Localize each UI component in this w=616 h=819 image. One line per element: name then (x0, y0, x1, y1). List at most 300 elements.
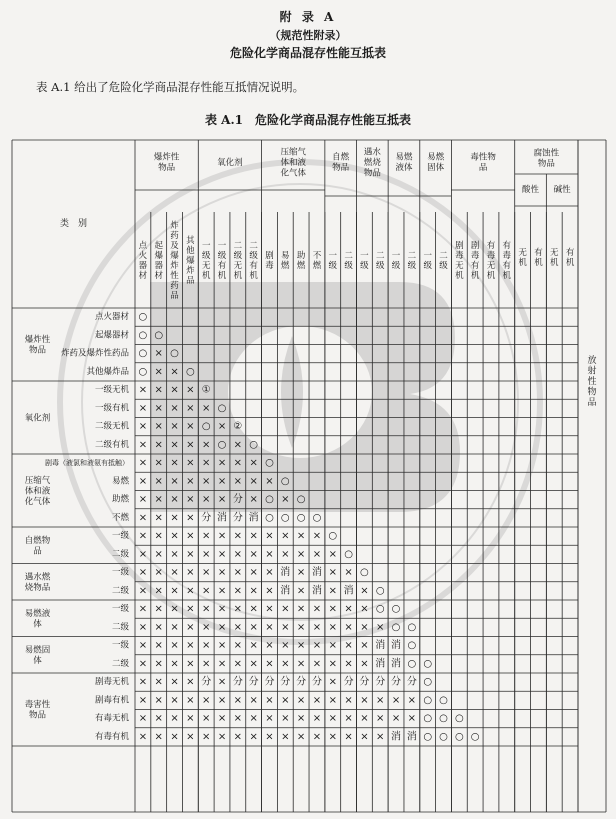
cell-mark: ○ (265, 457, 274, 469)
table-caption: 表 A.1 危险化学商品混存性能互抵表 (204, 113, 412, 127)
cell-mark: ○ (265, 494, 274, 506)
cell-mark: 分 (248, 676, 259, 688)
cell-mark: × (328, 676, 337, 688)
cell-mark: ○ (217, 439, 227, 451)
cell-mark: × (186, 384, 195, 396)
cell-mark: × (202, 731, 211, 743)
cell-mark: ○ (375, 603, 385, 615)
cell-mark: 消 (375, 640, 386, 652)
column-header-13: 二级 (344, 251, 353, 271)
cell-mark: × (138, 621, 148, 633)
cell-mark: × (233, 585, 243, 597)
column-header-5: 一级有机 (217, 241, 227, 281)
cell-mark: × (170, 731, 179, 743)
cell-mark: × (154, 457, 163, 469)
cell-mark: ○ (407, 640, 417, 652)
cell-mark: × (296, 658, 306, 670)
row-label: 二级无机 (94, 421, 129, 432)
cell-mark: × (186, 439, 195, 451)
column-header-10: 助燃 (296, 251, 306, 271)
cell-mark: 消 (280, 567, 291, 579)
cell-mark: ○ (201, 421, 211, 433)
cell-mark: × (233, 713, 243, 725)
cell-mark: × (138, 475, 148, 487)
cell-mark: × (391, 694, 401, 706)
cell-mark: × (296, 585, 306, 597)
cell-mark: × (186, 676, 195, 688)
group-header-6: 易燃固体 (427, 152, 445, 174)
cell-mark: × (328, 603, 337, 615)
cell-mark: × (154, 567, 163, 579)
section-title: 危险化学商品混存性能互抵表 (229, 46, 386, 60)
cell-mark: × (265, 567, 274, 579)
cell-mark: × (138, 676, 148, 688)
row-label: 二级 (111, 658, 129, 669)
cell-mark: × (360, 658, 369, 670)
cell-mark: × (217, 658, 227, 670)
cell-mark: × (154, 512, 163, 524)
cell-mark: ○ (312, 512, 322, 524)
row-label: 一级 (111, 604, 129, 615)
cell-mark: × (170, 384, 179, 396)
row-label: 剧毒无机 (94, 677, 129, 688)
cell-mark: ○ (360, 567, 369, 579)
cell-mark: × (360, 694, 369, 706)
cell-mark: × (154, 530, 163, 542)
cell-mark: 分 (280, 676, 291, 688)
cell-mark: ○ (138, 311, 148, 323)
cell-mark: × (217, 475, 227, 487)
cell-mark: 分 (201, 676, 212, 688)
cell-mark: × (249, 658, 258, 670)
cell-mark: × (217, 457, 227, 469)
cell-mark: × (344, 713, 353, 725)
cell-mark: × (202, 585, 211, 597)
cell-mark: ○ (170, 348, 179, 360)
row-label: 一级有机 (94, 403, 129, 414)
column-header-12: 一级 (328, 251, 338, 271)
group-header-corrosive: 腐蚀性物品 (533, 148, 560, 170)
cell-mark: × (138, 421, 148, 433)
cell-mark: ○ (265, 512, 274, 524)
cell-mark: × (344, 694, 353, 706)
cell-mark: ○ (249, 439, 259, 451)
column-header-17: 二级 (407, 251, 417, 271)
row-label: 起爆器材 (94, 330, 129, 341)
cell-mark: × (344, 658, 353, 670)
cell-mark: × (265, 694, 274, 706)
cell-mark: × (328, 585, 337, 597)
cell-mark: × (249, 585, 258, 597)
header-radioactive: 放射性物品 (587, 356, 597, 408)
group-header-0: 爆炸性物品 (153, 152, 180, 174)
cell-mark: × (154, 713, 163, 725)
cell-mark: × (281, 658, 290, 670)
cell-mark: × (328, 731, 337, 743)
cell-mark: × (154, 348, 163, 360)
cell-mark: × (154, 421, 163, 433)
cell-mark: × (186, 530, 195, 542)
row-group-label-6: 易燃固体 (24, 645, 51, 666)
column-header-2: 炸药及爆炸性药品 (170, 221, 179, 301)
cell-mark: × (217, 694, 227, 706)
cell-mark: × (170, 694, 179, 706)
cell-mark: × (407, 713, 417, 725)
cell-mark: ○ (217, 402, 227, 414)
cell-mark: × (138, 640, 148, 652)
cell-mark: × (281, 548, 290, 560)
column-header-1: 起爆器材 (154, 241, 163, 281)
cell-mark: × (249, 713, 258, 725)
row-label: 二级 (111, 549, 129, 560)
cell-mark: × (186, 694, 195, 706)
cell-mark: ○ (296, 512, 306, 524)
cell-mark: × (170, 713, 179, 725)
cell-mark: × (281, 640, 290, 652)
cell-mark: × (217, 421, 227, 433)
cell-mark: × (170, 512, 179, 524)
cell-mark: × (376, 731, 385, 743)
group-header-2: 压缩气体和液化气体 (280, 147, 306, 179)
cell-mark: × (233, 640, 243, 652)
cell-mark: × (328, 658, 337, 670)
cell-mark: × (265, 640, 274, 652)
cell-mark: ○ (280, 475, 290, 487)
cell-mark: × (233, 530, 243, 542)
row-label: 一级 (111, 567, 129, 578)
cell-mark: 分 (296, 676, 307, 688)
cell-mark: × (360, 713, 369, 725)
cell-mark: × (296, 548, 306, 560)
intro-paragraph: 表 A.1 给出了危险化学商品混存性能互抵情况说明。 (36, 80, 305, 94)
cell-mark: ○ (470, 731, 480, 743)
cell-mark: × (296, 621, 306, 633)
cell-mark: × (154, 731, 163, 743)
cell-mark: × (138, 585, 148, 597)
row-label: 二级 (111, 622, 129, 633)
cell-mark: × (360, 603, 369, 615)
cell-mark: × (249, 621, 258, 633)
cell-mark: × (296, 713, 306, 725)
cell-mark: 分 (232, 676, 243, 688)
cell-mark: × (170, 366, 179, 378)
cell-mark: 消 (391, 640, 402, 652)
row-label: 剧毒（液氯和液氨有抵触） (45, 459, 129, 468)
cell-mark: × (138, 603, 148, 615)
cell-mark: ○ (138, 366, 148, 378)
cell-mark: × (217, 585, 227, 597)
cell-mark: × (328, 621, 337, 633)
cell-mark: × (312, 694, 322, 706)
cell-mark: × (217, 621, 227, 633)
cell-mark: × (202, 694, 211, 706)
row-group-label-5: 易燃液体 (24, 608, 51, 630)
cell-mark: ○ (391, 603, 401, 615)
cell-mark: × (312, 530, 322, 542)
cell-mark: × (154, 366, 163, 378)
cell-mark: × (138, 494, 148, 506)
cell-mark: × (312, 548, 322, 560)
sub-header-1: 碱性 (553, 185, 571, 195)
cell-mark: × (186, 713, 195, 725)
cell-mark: × (170, 585, 179, 597)
cell-mark: × (154, 585, 163, 597)
cell-mark: 消 (391, 731, 402, 743)
cell-mark: × (233, 457, 243, 469)
row-label: 二级 (111, 585, 129, 596)
column-header-6: 二级无机 (233, 241, 243, 281)
column-header-24: 无机 (518, 248, 527, 268)
cell-mark: × (217, 676, 227, 688)
cell-mark: × (281, 494, 290, 506)
cell-mark: × (344, 731, 353, 743)
cell-mark: 分 (311, 676, 322, 688)
cell-mark: × (138, 567, 148, 579)
cell-mark: × (376, 621, 385, 633)
cell-mark: 分 (391, 676, 402, 688)
column-header-25: 有机 (534, 248, 543, 268)
cell-mark: × (217, 494, 227, 506)
cell-mark: × (312, 640, 322, 652)
cell-mark: × (202, 567, 211, 579)
cell-mark: × (138, 402, 148, 414)
cell-mark: × (249, 640, 258, 652)
row-group-label-0: 爆炸性物品 (24, 335, 51, 356)
cell-mark: × (138, 384, 148, 396)
cell-mark: × (186, 621, 195, 633)
cell-mark: × (296, 603, 306, 615)
cell-mark: × (233, 548, 243, 560)
row-label: 易燃 (111, 476, 129, 487)
cell-mark: × (138, 512, 148, 524)
cell-mark: ○ (439, 713, 448, 725)
cell-mark: 分 (406, 676, 417, 688)
cell-mark: × (154, 475, 163, 487)
cell-mark: × (328, 548, 337, 560)
column-header-23: 有毒有机 (502, 241, 512, 281)
cell-mark: × (202, 494, 211, 506)
cell-mark: × (233, 694, 243, 706)
cell-mark: × (296, 731, 306, 743)
cell-mark: × (154, 494, 163, 506)
cell-mark: ○ (423, 731, 433, 743)
cell-mark: × (344, 567, 353, 579)
cell-mark: × (170, 676, 179, 688)
cell-mark: × (249, 603, 258, 615)
cell-mark: × (138, 713, 148, 725)
group-header-3: 自燃物品 (332, 152, 350, 174)
cell-mark: × (217, 713, 227, 725)
cell-mark: × (186, 603, 195, 615)
cell-mark: × (186, 640, 195, 652)
cell-mark: 消 (391, 658, 402, 670)
cell-mark: × (154, 676, 163, 688)
cell-mark: × (154, 384, 163, 396)
column-header-9: 易燃 (281, 251, 290, 271)
cell-mark: × (138, 548, 148, 560)
cell-mark: × (265, 548, 274, 560)
row-group-label-1: 氧化剂 (24, 413, 51, 424)
row-group-label-7: 毒害性物品 (24, 700, 51, 721)
cell-mark: × (202, 402, 211, 414)
cell-mark: × (281, 713, 290, 725)
cell-mark: ○ (454, 731, 464, 743)
row-label: 其他爆炸品 (86, 366, 129, 377)
cell-mark: × (312, 731, 322, 743)
cell-mark: 消 (280, 585, 291, 597)
row-label: 一级 (111, 640, 129, 651)
cell-mark: × (154, 694, 163, 706)
cell-mark: × (202, 713, 211, 725)
cell-mark: 消 (375, 658, 386, 670)
cell-mark: × (138, 658, 148, 670)
cell-mark: × (296, 694, 306, 706)
cell-mark: × (138, 457, 148, 469)
group-header-1: 氧化剂 (217, 157, 243, 168)
cell-mark: × (312, 603, 322, 615)
column-header-16: 一级 (391, 251, 401, 271)
cell-mark: × (138, 439, 148, 451)
row-group-label-2: 压缩气体和液化气体 (24, 475, 51, 507)
row-label: 一级无机 (94, 385, 129, 396)
cell-mark: × (202, 439, 211, 451)
cell-mark: × (249, 457, 258, 469)
cell-mark: × (186, 731, 195, 743)
cell-mark: × (186, 548, 195, 560)
row-label: 助燃 (111, 494, 129, 505)
cell-mark: × (154, 439, 163, 451)
cell-mark: × (344, 603, 353, 615)
row-label: 有毒有机 (94, 731, 129, 742)
cell-mark: × (186, 402, 195, 414)
cell-mark: × (233, 603, 243, 615)
cell-mark: ○ (296, 494, 306, 506)
cell-mark: × (170, 640, 179, 652)
cell-mark: × (186, 567, 195, 579)
cell-mark: ○ (407, 621, 417, 633)
row-label: 点火器材 (94, 312, 129, 323)
cell-mark: × (154, 548, 163, 560)
cell-mark: 消 (311, 585, 322, 597)
cell-mark: × (233, 567, 243, 579)
group-header-5: 易燃液体 (395, 152, 413, 174)
cell-mark: × (170, 402, 179, 414)
row-group-label-3: 自燃物品 (24, 535, 51, 557)
cell-mark: × (296, 567, 306, 579)
cell-mark: × (296, 640, 306, 652)
cell-mark: × (249, 475, 258, 487)
cell-mark: × (138, 530, 148, 542)
cell-mark: × (249, 530, 258, 542)
column-header-7: 二级有机 (249, 241, 258, 281)
cell-mark: × (360, 640, 369, 652)
cell-mark: × (312, 621, 322, 633)
column-header-15: 二级 (375, 251, 385, 271)
cell-mark: 分 (264, 676, 275, 688)
cell-mark: × (281, 621, 290, 633)
cell-mark: × (138, 731, 148, 743)
cell-mark: × (312, 658, 322, 670)
cell-mark: × (328, 567, 337, 579)
cell-mark: × (233, 731, 243, 743)
cell-mark: × (170, 421, 179, 433)
cell-mark: × (170, 567, 179, 579)
cell-mark: × (202, 640, 211, 652)
cell-mark: × (281, 694, 290, 706)
cell-mark: × (328, 694, 337, 706)
cell-mark: × (186, 421, 195, 433)
column-header-26: 无机 (550, 248, 559, 268)
cell-mark: ○ (328, 530, 338, 542)
column-header-14: 一级 (360, 251, 369, 271)
cell-mark: × (407, 694, 417, 706)
cell-mark: × (281, 530, 290, 542)
sub-header-0: 酸性 (522, 185, 540, 195)
normative-note: （规范性附录） (269, 29, 347, 42)
column-header-3: 其他爆炸品 (186, 236, 195, 286)
cell-mark: 分 (375, 676, 386, 688)
cell-mark: ② (233, 421, 243, 433)
cell-mark: ○ (138, 348, 148, 360)
cell-mark: × (360, 731, 369, 743)
cell-mark: × (186, 512, 195, 524)
cell-mark: × (170, 530, 179, 542)
cell-mark: × (202, 658, 211, 670)
cell-mark: × (154, 658, 163, 670)
cell-mark: × (186, 475, 195, 487)
cell-mark: × (170, 548, 179, 560)
cell-mark: × (249, 567, 258, 579)
corner-label: 类 别 (59, 219, 88, 229)
cell-mark: × (186, 494, 195, 506)
group-header-7: 毒性物品 (470, 152, 496, 174)
column-header-11: 不燃 (312, 251, 322, 271)
row-label: 剧毒有机 (94, 695, 129, 706)
cell-mark: × (265, 731, 274, 743)
cell-mark: 分 (232, 494, 243, 506)
cell-mark: × (170, 457, 179, 469)
cell-mark: × (170, 621, 179, 633)
column-header-8: 剧毒 (265, 251, 274, 271)
cell-mark: × (265, 621, 274, 633)
cell-mark: × (202, 603, 211, 615)
cell-mark: × (186, 457, 195, 469)
cell-mark: ○ (423, 694, 433, 706)
row-label: 二级有机 (94, 439, 129, 450)
cell-mark: × (265, 658, 274, 670)
cell-mark: × (170, 494, 179, 506)
cell-mark: × (265, 603, 274, 615)
cell-mark: × (233, 475, 243, 487)
cell-mark: 消 (311, 567, 322, 579)
cell-mark: × (186, 658, 195, 670)
cell-mark: × (186, 585, 195, 597)
cell-mark: 分 (201, 512, 212, 524)
cell-mark: ○ (407, 658, 417, 670)
column-header-22: 有毒无机 (486, 241, 496, 281)
cell-mark: ○ (423, 658, 433, 670)
cell-mark: × (281, 731, 290, 743)
cell-mark: ○ (344, 548, 353, 560)
cell-mark: × (202, 621, 211, 633)
column-header-21: 剧毒有机 (470, 241, 480, 281)
cell-mark: × (217, 548, 227, 560)
row-label: 炸药及爆炸性药品 (60, 348, 129, 359)
cell-mark: ○ (439, 731, 448, 743)
cell-mark: × (154, 402, 163, 414)
cell-mark: × (296, 530, 306, 542)
cell-mark: ○ (454, 713, 464, 725)
